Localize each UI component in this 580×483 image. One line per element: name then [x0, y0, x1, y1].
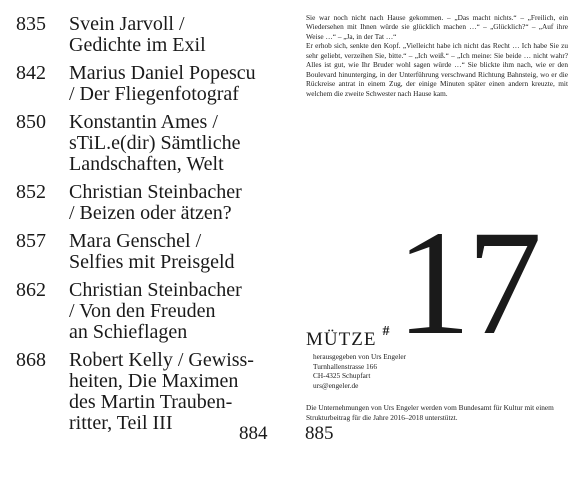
toc-title-line: an Schieflagen — [69, 321, 188, 343]
toc-title — [69, 280, 286, 343]
toc-page-number: 850 — [16, 111, 46, 133]
toc-title-line: / Der Fliegenfotograf — [69, 83, 239, 105]
issue-number: 17 — [396, 200, 538, 366]
toc-entry — [16, 63, 286, 105]
toc-title-line: Christian Steinbacher — [69, 279, 242, 301]
toc-page-number: 852 — [16, 181, 46, 203]
funding-note: Die Unternehmungen von Urs Engeler werden vom Bundesamt für Kultur mit einem Strukturbeitrag für die Jahre 2016–2018 unterstützt. — [306, 403, 554, 422]
left-page-number: 884 — [239, 423, 268, 444]
publisher-imprint — [306, 324, 466, 390]
toc-title — [69, 14, 286, 56]
toc-title-line: sTiL.e(dir) Sämtliche — [69, 132, 241, 154]
toc-entry — [16, 112, 286, 175]
toc-title-line: Christian Steinbacher — [69, 181, 242, 203]
toc-page-number: 842 — [16, 62, 46, 84]
toc-title-line: Selfies mit Preisgeld — [69, 251, 235, 273]
toc-page-number: 868 — [16, 349, 46, 371]
hash-icon: # — [382, 324, 391, 339]
toc-title — [69, 350, 286, 434]
story-paragraph: Er erhob sich, senkte den Kopf. „Vielleicht habe ich nicht das Recht … Ich habe Sie zu sehr geliebt, verzeihen Sie, bitte.“ – „Ich weiß.“ – „Ich meine: Sie beide … nicht wahr? Alles ist gut, wie Ihr Bruder wohl sagen würde …“ Sie blickte ihm nach, wie er den Boulevard hinunterging, in der Unterführung verschwand Richtung Bahnsteig, wo er die Rückreise antrat in einem Zug, der einige Minuten später einen andern kreuzte, mit welchem die zweite Schwester nach Hause kam. — [306, 41, 568, 98]
toc-page-number: 862 — [16, 279, 46, 301]
toc-entry — [16, 14, 286, 56]
toc-title-line: Mara Genschel / — [69, 230, 202, 252]
toc-title — [69, 112, 286, 175]
publisher-editor: herausgegeben von Urs Engeler — [313, 352, 406, 361]
story-excerpt — [306, 13, 568, 98]
publisher-address — [313, 352, 466, 390]
toc-entry — [16, 280, 286, 343]
toc-title-line: Konstantin Ames / — [69, 111, 218, 133]
toc-title — [69, 231, 286, 273]
toc-page-number: 857 — [16, 230, 46, 252]
toc-title-line: Gedichte im Exil — [69, 34, 206, 56]
toc-title-line: Robert Kelly / Gewiss- — [69, 349, 254, 371]
toc-entry — [16, 182, 286, 224]
table-of-contents — [16, 14, 286, 441]
toc-title-line: heiten, Die Maximen — [69, 370, 239, 392]
toc-title-line: des Martin Trauben- — [69, 391, 233, 413]
toc-entry — [16, 231, 286, 273]
publisher-email: urs@engeler.de — [313, 380, 359, 390]
toc-title-line: Landschaften, Welt — [69, 153, 224, 175]
publisher-street: Turnhallenstrasse 166 — [313, 361, 377, 371]
toc-entry — [16, 350, 286, 434]
toc-title — [69, 182, 286, 224]
story-paragraph: Sie war noch nicht nach Hause gekommen. – „Das macht nichts.“ – „Freilich, ein Wiedersehen mit Ihnen würde sie glücklich machen …“ – „Glücklich?“ – „Auf ihre Weise …“ – „Ja, in der Tat …“ — [306, 13, 568, 41]
publisher-city: CH-4325 Schupfart — [313, 371, 371, 380]
muetze-logo — [306, 324, 391, 351]
toc-page-number: 835 — [16, 13, 46, 35]
right-page-number: 885 — [305, 423, 334, 444]
toc-title-line: / Beizen oder ätzen? — [69, 202, 232, 224]
toc-title-line: Svein Jarvoll / — [69, 13, 185, 35]
logo-wordmark: MÜTZE — [306, 329, 377, 350]
toc-title-line: Marius Daniel Popescu — [69, 62, 256, 84]
toc-title — [69, 63, 286, 105]
toc-title-line: / Von den Freuden — [69, 300, 216, 322]
toc-title-line: ritter, Teil III — [69, 412, 173, 434]
